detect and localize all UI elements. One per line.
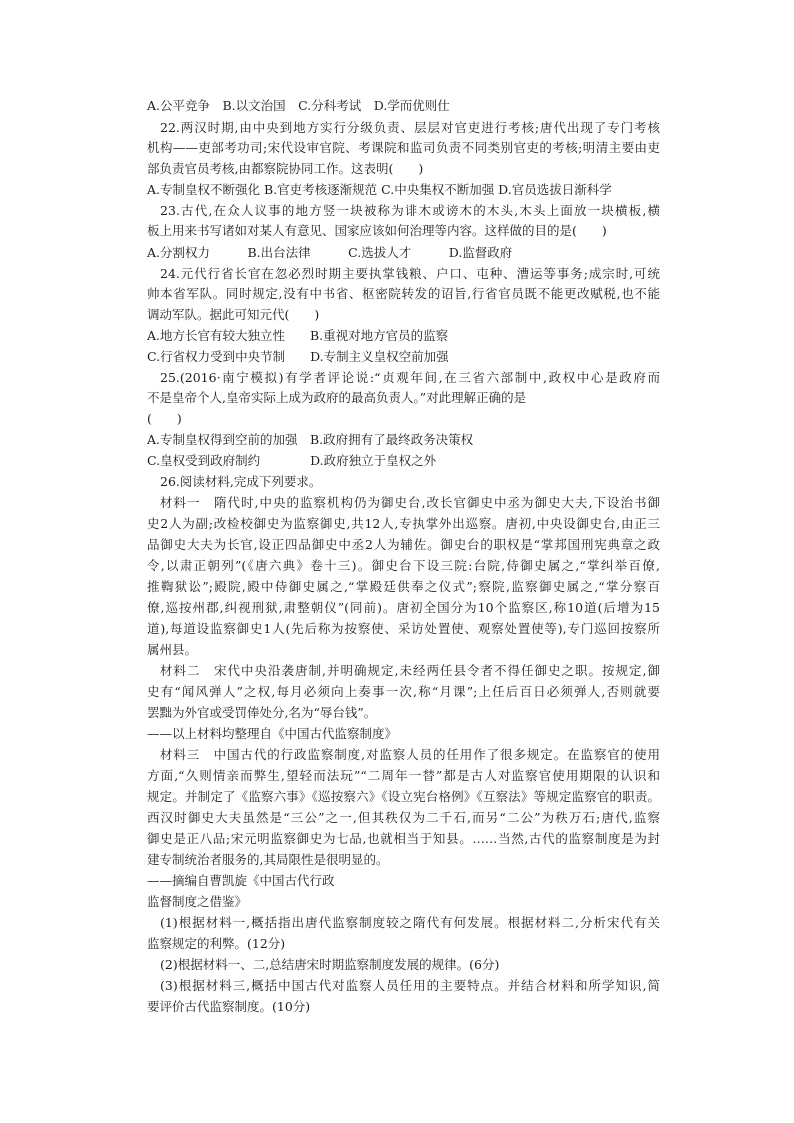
q24-stem-line-1: 24.元代行省长官在忽必烈时期主要执掌钱粮、户口、屯种、漕运等事务;成宗时,可统 xyxy=(160,266,660,281)
material1-line-7: 道),每道设监察御史1人(先后称为按察使、采访处置使、观察处置使等),专门巡回按察所 xyxy=(147,621,660,636)
material12-source: ——以上材料均整理自《中国古代监察制度》 xyxy=(147,726,398,741)
q23-stem-line-1: 23.古代,在众人议事的地方竖一块被称为诽木或谤木的木头,木头上面放一块横板,横 xyxy=(160,203,660,218)
material3-line-1: 材料三 中国古代的行政监察制度,对监察人员的任用作了很多规定。在监察官的使用 xyxy=(160,747,660,762)
task-2: (2)根据材料一、二,总结唐宋时期监察制度发展的规律。(6分) xyxy=(160,957,500,972)
material2-line-2: 史有“闻风弹人”之权,每月必须向上奏事一次,称“月课”;上任后百日必须弹人,否则就要 xyxy=(147,684,660,699)
q26-intro: 26.阅读材料,完成下列要求。 xyxy=(160,474,322,489)
material1-line-1: 材料一 隋代时,中央的监察机构仍为御史台,改长官御史中丞为御史大夫,下设治书御 xyxy=(160,495,660,510)
material2-line-3: 罢黜为外官或受罚俸处分,名为“辱台钱”。 xyxy=(147,705,377,720)
q22-stem-line-3: 部负责官员考核,由都察院协同工作。这表明( ) xyxy=(147,161,424,176)
q25-stem-line-3: ( ) xyxy=(147,411,182,426)
q24-stem-line-3: 调动军队。据此可知元代( ) xyxy=(147,307,320,322)
q25-stem-line-1: 25.(2016·南宁模拟)有学者评论说:“贞观年间,在三省六部制中,政权中心是政府而 xyxy=(160,370,660,385)
q25-stem-line-2: 不是皇帝个人,皇帝实际上成为政府的最高负责人。”对此理解正确的是 xyxy=(147,390,527,405)
material3-source-line-2: 监督制度之借鉴》 xyxy=(147,894,248,909)
q23-stem-line-2: 板上用来书写诸如对某人有意见、国家应该如何治理等内容。这样做的目的是( ) xyxy=(147,223,607,238)
q24-option-row-1: A.地方长官有较大独立性 B.重视对地方官员的监察 xyxy=(147,328,449,343)
material1-line-5: 推鞫狱讼”;殿院,殿中侍御史属之,“掌殿廷供奉之仪式”;察院,监察御史属之,“掌分察百 xyxy=(147,579,660,594)
material3-line-4: 西汉时御史大夫虽然是“三公”之一,但其秩仅为二千石,而另“二公”为秩万石;唐代,监察 xyxy=(147,810,660,825)
q24-option-row-2: C.行省权力受到中央节制 D.专制主义皇权空前加强 xyxy=(147,349,449,364)
material1-line-6: 僚,巡按州郡,纠视刑狱,肃整朝仪”(同前)。唐初全国分为10个监察区,称10道(后增为15 xyxy=(147,600,660,615)
q22-stem-line-1: 22.两汉时期,由中央到地方实行分级负责、层层对官吏进行考核;唐代出现了专门考核 xyxy=(160,120,660,135)
task-3-line-2: 要评价古代监察制度。(10分) xyxy=(147,999,311,1014)
material3-line-3: 规定。并制定了《监察六事》《巡按察六》《设立宪台格例》《互察法》等规定监察官的职责。 xyxy=(147,789,660,804)
material3-line-5: 御史是正八品;宋元明监察御史为七品,也就相当于知县。……当然,古代的监察制度是为封 xyxy=(147,831,660,846)
task-1-line-2: 监察规定的利弊。(12分) xyxy=(147,936,286,951)
task-1-line-1: (1)根据材料一,概括指出唐代监察制度较之隋代有何发展。根据材料二,分析宋代有关 xyxy=(160,915,660,930)
material1-line-4: 令,以肃正朝列”(《唐六典》卷十三)。御史台下设三院:台院,侍御史属之,“掌纠举百僚, xyxy=(147,558,660,573)
q24-stem-line-2: 帅本省军队。同时规定,没有中书省、枢密院转发的诏旨,行省官员既不能更改赋税,也不能 xyxy=(147,286,661,301)
q22-options: A.专制皇权不断强化 B.官吏考核逐渐规范 C.中央集权不断加强 D.官员选拔日渐科学 xyxy=(147,182,612,197)
q23-options: A.分割权力 B.出台法律 C.选拔人才 D.监督政府 xyxy=(147,245,513,260)
material3-line-2: 方面,“久则情亲而弊生,望轻而法玩”“二周年一替”都是古人对监察官使用期限的认识和 xyxy=(147,768,660,783)
material1-line-3: 品御史大夫为长官,设正四品御史中丞2人为辅佐。御史台的职权是“掌邦国刑宪典章之政 xyxy=(147,537,660,552)
q21-options: A.公平竞争 B.以文治国 C.分科考试 D.学而优则仕 xyxy=(147,98,450,113)
material1-line-8: 属州县。 xyxy=(147,642,198,657)
material2-line-1: 材料二 宋代中央沿袭唐制,并明确规定,未经两任县令者不得任御史之职。按规定,御 xyxy=(160,663,660,678)
task-3-line-1: (3)根据材料三,概括中国古代对监察人员任用的主要特点。并结合材料和所学知识,简 xyxy=(160,978,660,993)
material1-line-2: 史2人为副;改检校御史为监察御史,共12人,专执掌外出巡察。唐初,中央设御史台,由正三 xyxy=(147,516,660,531)
q25-option-row-1: A.专制皇权得到空前的加强 B.政府拥有了最终政务决策权 xyxy=(147,432,474,447)
material3-source-line-1: ——摘编自曹凯旋《中国古代行政 xyxy=(147,873,335,888)
q22-stem-line-2: 机构——吏部考功司;宋代设审官院、考课院和监司负责不同类别官吏的考核;明清主要由吏 xyxy=(147,140,660,155)
q25-option-row-2: C.皇权受到政府制约 D.政府独立于皇权之外 xyxy=(147,453,437,468)
material3-line-6: 建专制统治者服务的,其局限性是很明显的。 xyxy=(147,852,389,867)
